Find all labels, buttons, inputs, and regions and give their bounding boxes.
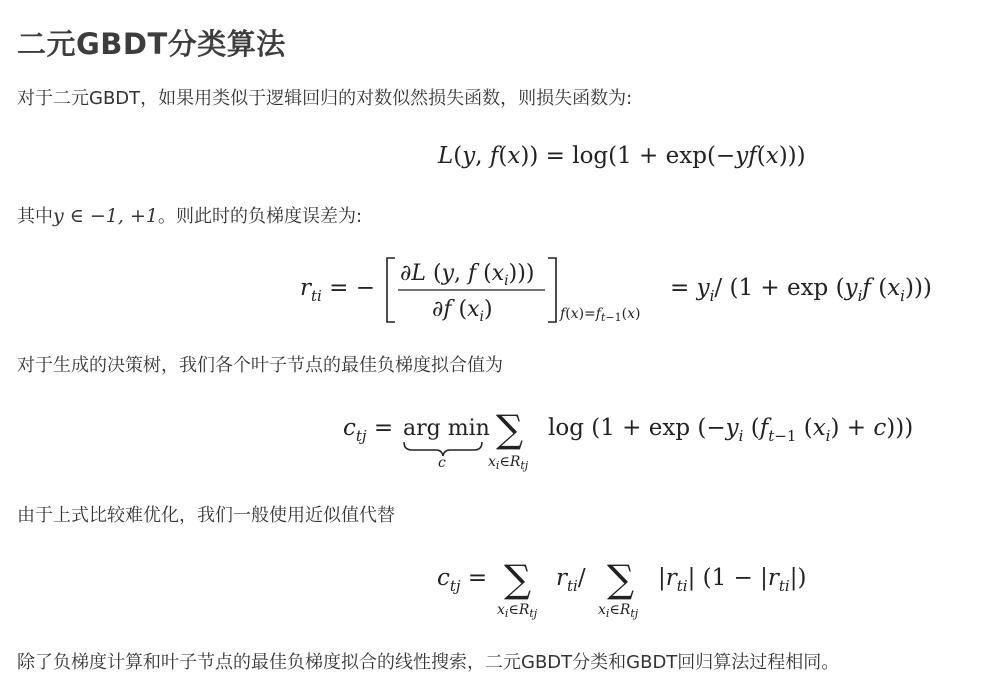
- formula-gradient-lhs: $r_{ti}$ = −: [300, 275, 375, 305]
- formula-gradient-rhs: = $y_i/$ ($1 + \exp (y_if$ $(x_i)$)): [670, 275, 932, 305]
- right-bracket: [548, 258, 556, 322]
- formula-argmin-svg: [0, 400, 987, 475]
- formula-leaf-argmin: [0, 400, 987, 481]
- formula-argmin-rhs: $\log (1 + \exp (-y_i$ ($f_t-1$ $(x_i) + c$))): [548, 415, 914, 445]
- formula-approx-lhs: $c_{tj}$ =: [437, 565, 488, 595]
- sum-subscript: $x_i\in R_{tj}$: [488, 454, 529, 472]
- formula-argmin-lhs: $c_{tj}$ =: [343, 415, 394, 445]
- summation-symbol-1: ∑: [504, 557, 532, 601]
- paragraph-conclusion: 除了负梯度计算和叶子节点的最佳负梯度拟合的线性搜索，二元GBDT分类和GBDT回归算法过程相同。: [17, 652, 840, 673]
- sum-subscript-2: $x_i\in R_{tj}$: [598, 602, 639, 620]
- formula-loss-text: L(y, f(x)) = log(1 + exp(−yf(x))): [438, 143, 806, 169]
- inline-math-y-domain: y ∈ −1, +1: [53, 205, 158, 227]
- formula-loss-svg: [0, 135, 987, 175]
- fraction-numerator: ∂L (y, f $(x_i)$)): [400, 261, 535, 289]
- formula-loss-function: [0, 135, 987, 181]
- paragraph-leaf-fit: 对于生成的决策树，我们各个叶子节点的最佳负梯度拟合值为: [17, 355, 503, 376]
- left-bracket: [387, 258, 395, 322]
- argmin-operator: arg min: [403, 416, 490, 441]
- formula-approx-svg: [0, 550, 987, 625]
- summation-symbol: ∑: [496, 407, 524, 451]
- formula-approx-denominator: $|r_{ti}|$ $(1 - |r_{ti}|)$: [658, 565, 807, 595]
- paragraph-approximation: 由于上式比较难优化，我们一般使用近似值代替: [17, 505, 395, 526]
- summation-symbol-2: ∑: [607, 557, 635, 601]
- paragraph-gradient-intro: [17, 203, 362, 230]
- bracket-subscript: $f(x)=f_t-1(x)$: [560, 306, 641, 324]
- paragraph-loss-intro: 对于二元GBDT，如果用类似于逻辑回归的对数似然损失函数，则损失函数为:: [17, 88, 633, 109]
- formula-gradient-svg: [0, 250, 987, 330]
- page-title: 二元GBDT分类算法: [17, 27, 286, 61]
- formula-approximation: [0, 550, 987, 631]
- formula-approx-numerator: $r_{ti}/$: [556, 565, 586, 595]
- sum-subscript-1: $x_i\in R_{tj}$: [497, 602, 538, 620]
- argmin-subscript: c: [438, 455, 446, 471]
- fraction-denominator: ∂f $(x_i)$: [432, 297, 493, 325]
- paragraph-gradient-suffix: 。则此时的负梯度误差为:: [157, 206, 363, 227]
- underbrace: [404, 442, 482, 456]
- formula-negative-gradient: [0, 250, 987, 336]
- paragraph-gradient-prefix: 其中: [17, 206, 53, 227]
